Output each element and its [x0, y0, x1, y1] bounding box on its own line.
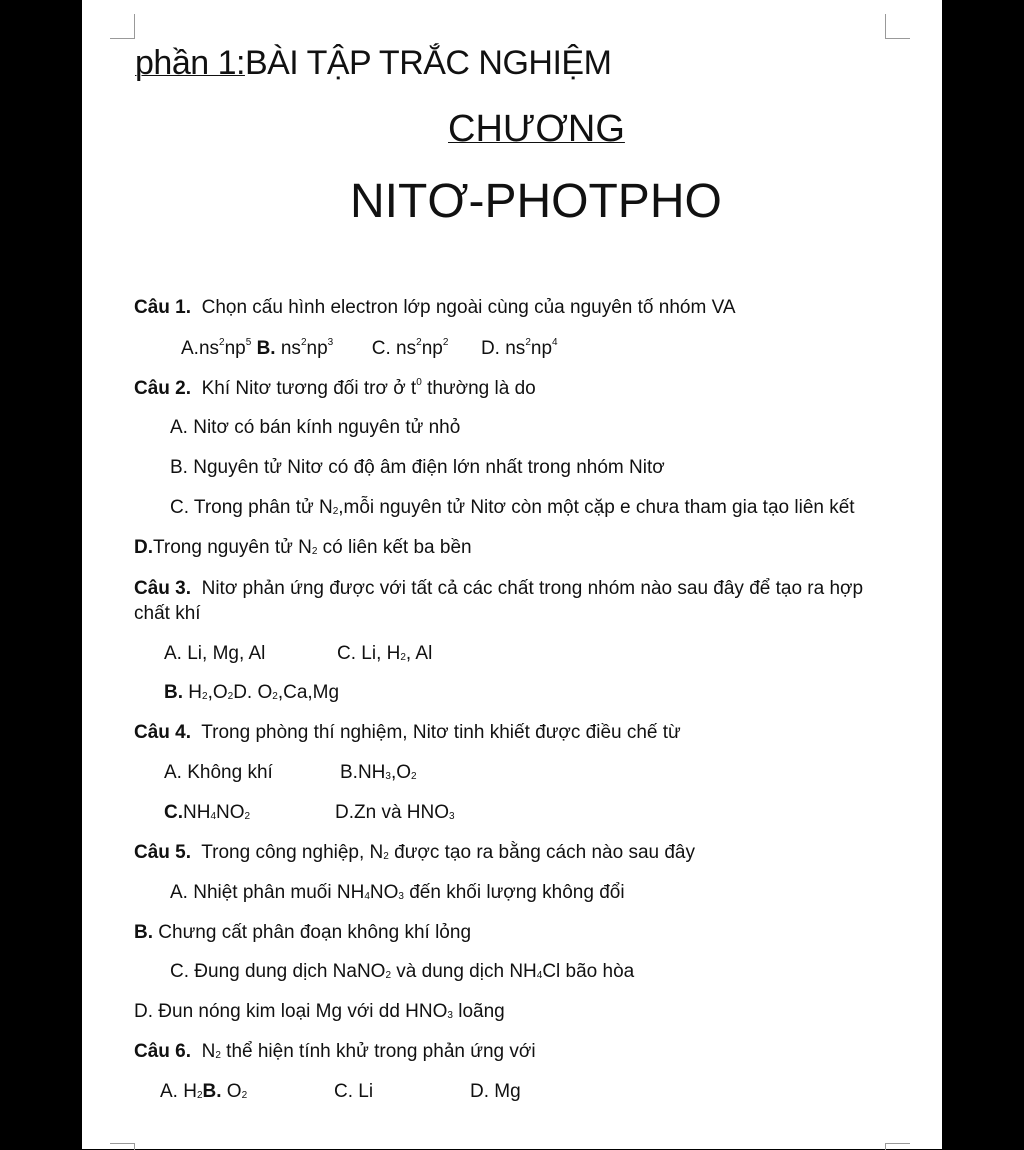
- part-label: phần 1:: [135, 44, 245, 82]
- question-5-label: Câu 5.: [134, 842, 192, 863]
- option-b: B. $ns^2np^3$: [256, 337, 334, 359]
- question-4-option-c: $C.NH_4NO_2$: [164, 802, 251, 823]
- option-c: C. $ns^2np^2$: [371, 337, 449, 359]
- question-1-options: [181, 337, 558, 360]
- question-6-option-c: C. Li: [334, 1081, 374, 1102]
- question-1: [134, 297, 736, 319]
- part-heading: [135, 44, 611, 83]
- question-5-option-c: C. Đung dung dịch NaNO$_2$ và dung dịch $NH_4Cl$ bão hòa: [170, 961, 635, 982]
- question-5-option-a: A. Nhiệt phân muối $NH_4NO_3$ đến khối lượng không đổi: [170, 882, 625, 903]
- question-2: Câu 2. Khí Nitơ tương đối trơ ở $t^0$ thường là do: [134, 377, 536, 399]
- option-a: $A.ns^2np^5$: [181, 337, 252, 359]
- crop-mark-top-right: [885, 14, 910, 39]
- question-3-options-b-d: B. $H_2,O_2D$. $O_2,Ca,Mg$: [164, 682, 340, 703]
- question-5-option-b: B. Chưng cất phân đoạn không khí lỏng: [134, 922, 472, 943]
- question-5: Câu 5. Trong công nghiệp, $N_2$ được tạo ra bằng cách nào sau đây: [134, 842, 695, 863]
- question-3-option-a: A. Li, Mg, Al: [164, 643, 266, 664]
- question-2-option-b: B. Nguyên tử Nitơ có độ âm điện lớn nhất trong nhóm Nitơ: [170, 457, 665, 478]
- question-4-option-d: D.Zn và $HNO_3$: [335, 802, 455, 823]
- question-3-label: Câu 3.: [134, 578, 192, 599]
- question-4: [134, 722, 681, 744]
- question-5-option-d: D. Đun nóng kim loại Mg với dd $HNO_3$ loãng: [134, 1001, 505, 1022]
- part-title: BÀI TẬP TRẮC NGHIỆM: [244, 44, 612, 82]
- question-4-text: Trong phòng thí nghiệm, Nitơ tinh khiết được điều chế từ: [201, 722, 681, 743]
- question-6: Câu 6. $N_2$ thể hiện tính khử trong phản ứng với: [134, 1041, 536, 1062]
- question-2-option-d: D.Trong nguyên tử $N_2$ có liên kết ba bền: [134, 537, 472, 558]
- question-4-label: Câu 4.: [134, 722, 192, 743]
- question-6-options-a-b: A. $H_2B$. $O_2$: [160, 1081, 248, 1102]
- question-6-option-d: D. Mg: [470, 1081, 521, 1102]
- question-6-label: Câu 6.: [134, 1041, 192, 1062]
- question-2-label: Câu 2.: [134, 378, 192, 399]
- option-d: D. $ns^2np^4$: [480, 337, 558, 359]
- topic-heading: NITƠ-PHOTPHO: [350, 175, 722, 228]
- question-1-label: Câu 1.: [134, 297, 192, 318]
- question-2-option-c: C. Trong phân tử $N_2,mỗi$ nguyên tử Nitơ còn một cặp e chưa tham gia tạo liên kết: [170, 497, 855, 518]
- crop-mark-top-left: [110, 14, 135, 39]
- question-4-option-b: $B.NH_3,O_2$: [340, 762, 417, 783]
- question-4-option-a: A. Không khí: [164, 762, 273, 783]
- question-3: [134, 576, 864, 626]
- question-3-text: Nitơ phản ứng được với tất cả các chất trong nhóm nào sau đây để tạo ra hợp chất khí: [134, 578, 864, 624]
- question-1-text: Chọn cấu hình electron lớp ngoài cùng của nguyên tố nhóm VA: [201, 297, 736, 318]
- chapter-heading: CHƯƠNG: [448, 108, 625, 150]
- question-2-option-a: A. Nitơ có bán kính nguyên tử nhỏ: [170, 417, 461, 438]
- document-page: [82, 0, 942, 1149]
- question-3-option-c: C. Li, $H_2$, Al: [337, 643, 433, 664]
